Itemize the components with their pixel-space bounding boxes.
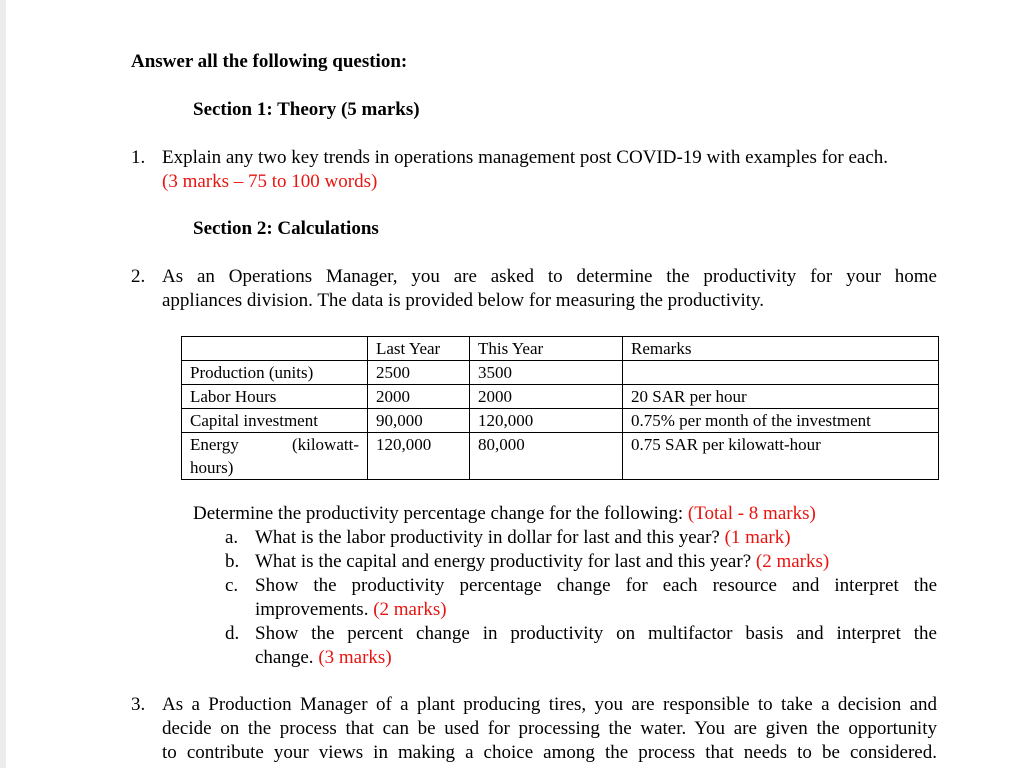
table-header-cell [182, 337, 368, 361]
table-cell-this-year: 3500 [470, 361, 623, 385]
energy-label-part-3: hours) [190, 458, 234, 477]
table-cell-remarks: 0.75 SAR per kilowatt-hour [623, 433, 939, 480]
energy-label-part-2: (kilowatt- [291, 435, 359, 454]
sub-question-b-marks: (2 marks) [755, 551, 830, 572]
sub-question-b [255, 550, 829, 574]
sub-question-a-text: What is the labor productivity in dollar for last and this year? [255, 527, 720, 548]
table-cell-this-year: 2000 [470, 385, 623, 409]
sub-question-d-text: change. [255, 647, 314, 668]
sub-question-a-letter: a. [225, 527, 239, 548]
sub-question-c-line-1: Show the productivity percentage change for each resource and interpret the [255, 575, 937, 596]
question-1-text: Explain any two key trends in operations management post COVID-19 with examples for each. [162, 147, 889, 168]
table-cell-remarks: 0.75% per month of the investment [623, 409, 939, 433]
question-3-line-3: to contribute your views in making a choice among the process that needs to be considered. [162, 742, 937, 763]
question-3-line-2: decide on the process that can be used for processing the water. You are given the opportunity [162, 718, 937, 739]
table-cell-this-year: 80,000 [470, 433, 623, 480]
table-cell-last-year: 2500 [368, 361, 470, 385]
table-row-label: Capital investment [182, 409, 368, 433]
section-1-title: Section 1: Theory (5 marks) [193, 99, 420, 120]
sub-question-d-marks: (3 marks) [318, 647, 392, 668]
page-edge [0, 0, 6, 768]
question-1-number: 1. [131, 147, 146, 168]
sub-question-c-text: improvements. [255, 599, 369, 620]
question-2-line-2: appliances division. The data is provided below for measuring the productivity. [162, 290, 765, 311]
section-2-title: Section 2: Calculations [193, 218, 379, 239]
table-header-row [182, 337, 939, 361]
table-row [182, 409, 939, 433]
determine-text: Determine the productivity percentage change for the following: [193, 503, 684, 524]
table-row [182, 433, 939, 480]
determine-instruction [193, 502, 816, 526]
table-header-cell: Last Year [368, 337, 470, 361]
table-cell-last-year: 120,000 [368, 433, 470, 480]
table-row-label: Labor Hours [182, 385, 368, 409]
table-cell-remarks: 20 SAR per hour [623, 385, 939, 409]
table-header-cell: Remarks [623, 337, 939, 361]
table-cell-last-year: 2000 [368, 385, 470, 409]
table-cell-this-year: 120,000 [470, 409, 623, 433]
question-2-number: 2. [131, 266, 146, 287]
table-row [182, 385, 939, 409]
sub-question-a [255, 526, 791, 550]
sub-question-c-line-2 [255, 598, 447, 622]
sub-question-a-marks: (1 mark) [724, 527, 791, 548]
sub-question-b-letter: b. [225, 551, 240, 572]
productivity-data-table [181, 336, 939, 480]
sub-question-d-line-1: Show the percent change in productivity on multifactor basis and interpret the [255, 623, 937, 644]
question-3-number: 3. [131, 694, 146, 715]
question-1-marks: (3 marks – 75 to 100 words) [162, 171, 378, 192]
instructions-heading: Answer all the following question: [131, 51, 408, 72]
question-3-line-1: As a Production Manager of a plant producing tires, you are responsible to take a decision and [162, 694, 937, 715]
sub-question-c-letter: c. [225, 575, 239, 596]
table-row-label: Production (units) [182, 361, 368, 385]
table-row-label [182, 433, 368, 480]
determine-marks: (Total - 8 marks) [687, 503, 816, 524]
sub-question-d-line-2 [255, 646, 392, 670]
table-row [182, 361, 939, 385]
table-cell-last-year: 90,000 [368, 409, 470, 433]
sub-question-d-letter: d. [225, 623, 240, 644]
question-2-line-1: As an Operations Manager, you are asked to determine the productivity for your home [162, 266, 937, 287]
sub-question-c-marks: (2 marks) [373, 599, 447, 620]
table-cell-remarks [623, 361, 939, 385]
table-header-cell: This Year [470, 337, 623, 361]
energy-label-part-1: Energy [190, 435, 239, 454]
sub-question-b-text: What is the capital and energy productivity for last and this year? [255, 551, 752, 572]
